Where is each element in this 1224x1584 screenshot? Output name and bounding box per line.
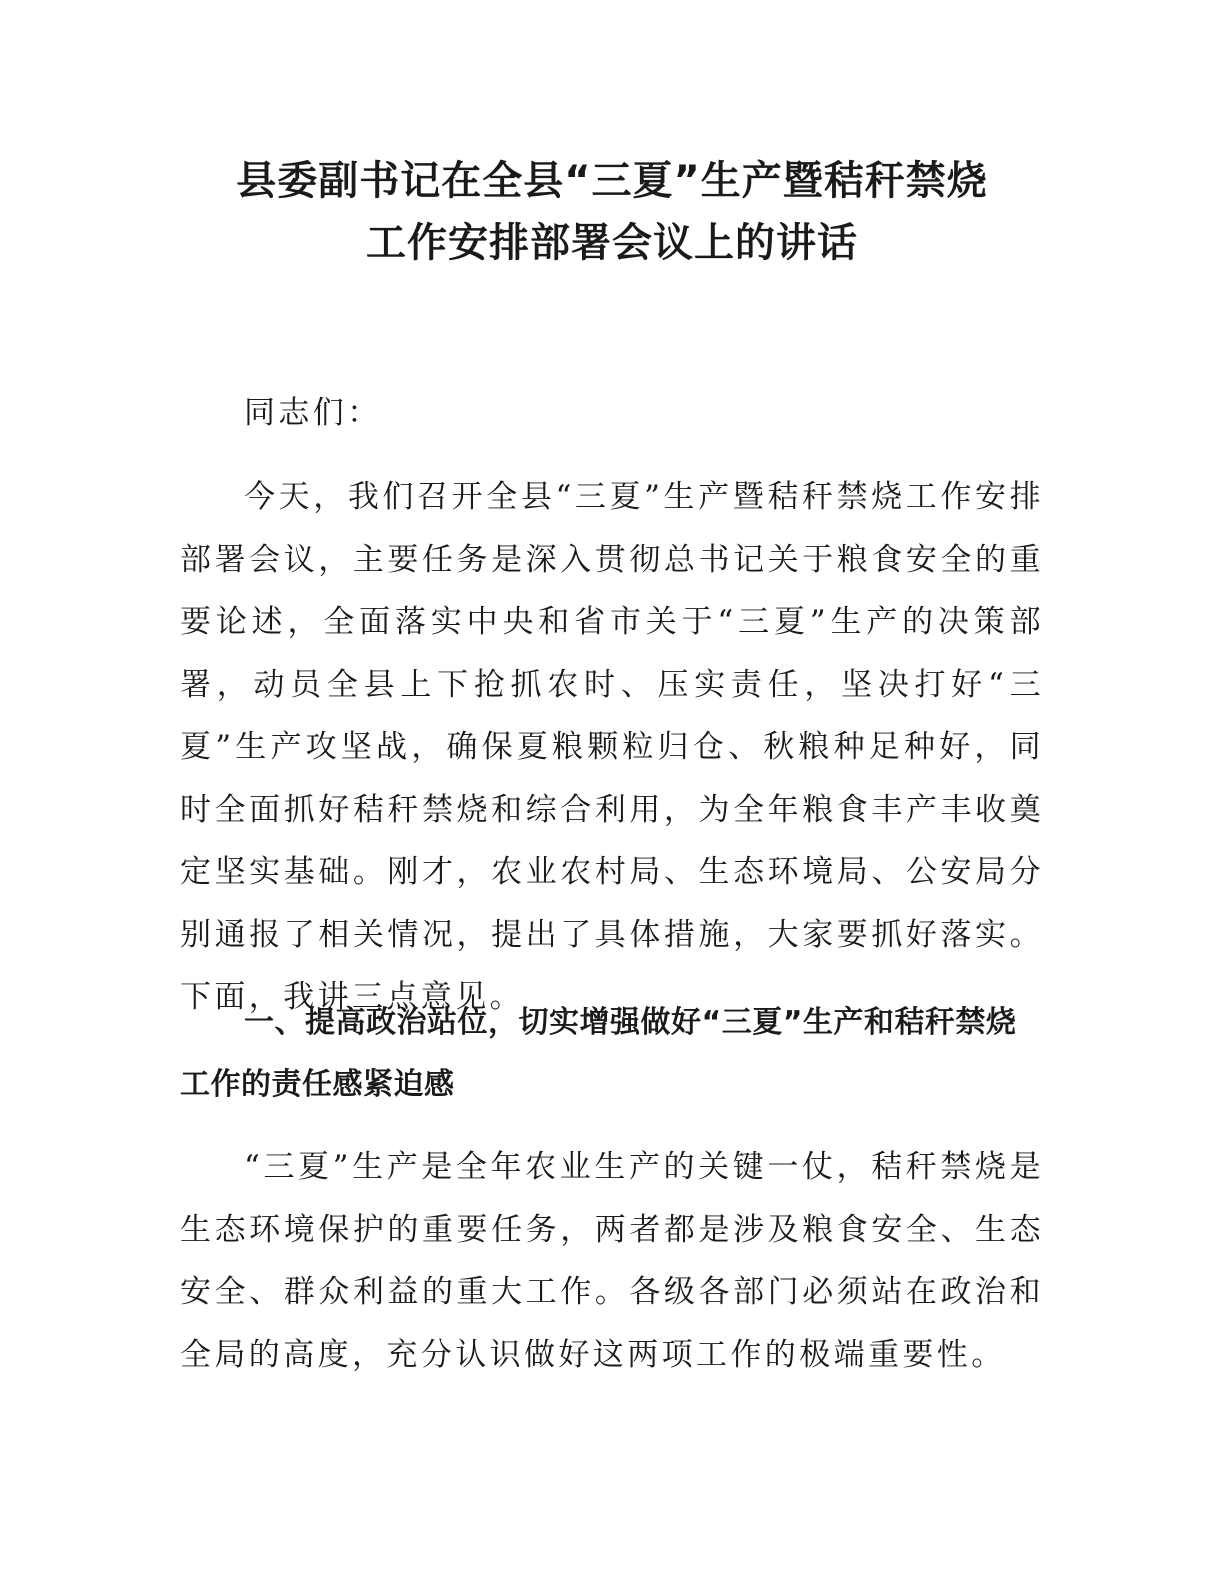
paragraph-section-1: “三夏”生产是全年农业生产的关键一仗，秸秆禁烧是生态环境保护的重要任务，两者都是涉及粮食安全、生态安全、群众利益的重大工作。各级各部门必须站在政治和全局的高度，充分认识做好这两项工作的极端重要性。 bbox=[180, 1149, 1044, 1373]
title-line-2: 工作安排部署会议上的讲话 bbox=[366, 220, 858, 266]
document-title bbox=[180, 150, 1044, 274]
salutation: 同志们： bbox=[244, 395, 382, 431]
section-heading-1: 一、提高政治站位，切实增强做好“三夏”生产和秸秆禁烧工作的责任感紧迫感 bbox=[180, 1005, 1017, 1102]
paragraph-intro: 今天，我们召开全县“三夏”生产暨秸秆禁烧工作安排部署会议，主要任务是深入贯彻总书记关于粮食安全的重要论述，全面落实中央和省市关于“三夏”生产的决策部署，动员全县上下抢抓农时、压实责任，坚决打好“三夏”生产攻坚战，确保夏粮颗粒归仓、秋粮种足种好，同时全面抓好秸秆禁烧和综合利用，为全年粮食丰产丰收奠定坚实基础。刚才，农业农村局、生态环境局、公安局分别通报了相关情况，提出了具体措施，大家要抓好落实。下面，我讲三点意见。 bbox=[180, 479, 1044, 1015]
title-line-1: 县委副书记在全县“三夏”生产暨秸秆禁烧 bbox=[236, 158, 988, 204]
